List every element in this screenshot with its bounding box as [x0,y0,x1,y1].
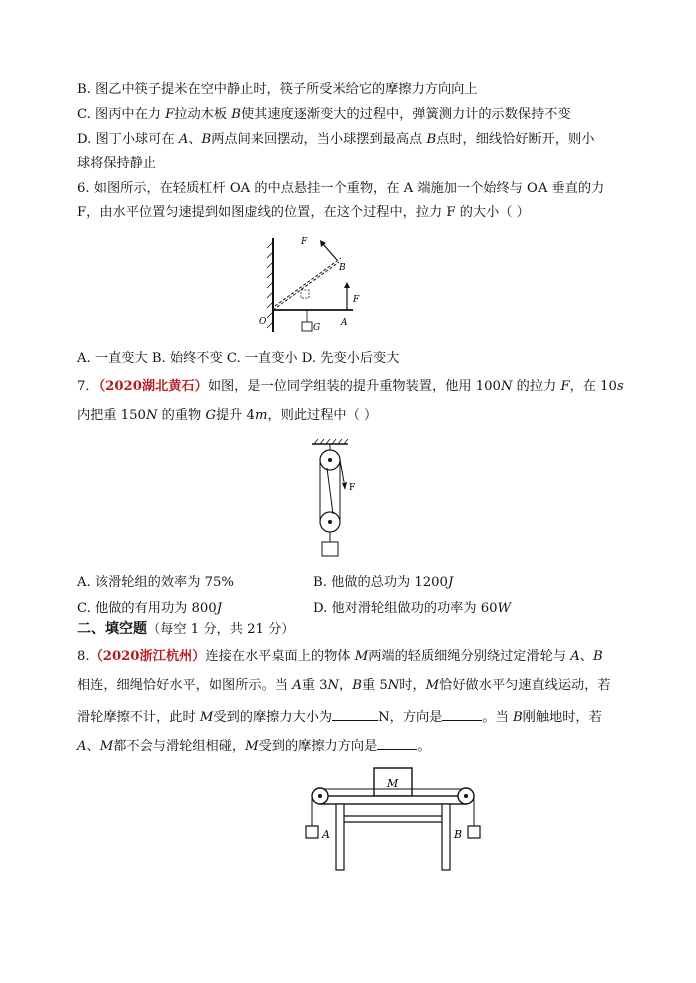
q8-label-M: M [387,777,399,790]
q8-blank-1[interactable] [332,706,378,721]
q6-label-F-right: F [353,295,360,305]
q8-stem-line1: 8.（2020浙江杭州）连接在水平桌面上的物体 M两端的轻质细绳分别绕过定滑轮与 A、B [77,649,603,664]
q8-blank-2[interactable] [442,706,482,721]
section-heading-fill-in: 二、填空题（每空 1 分，共 21 分） [77,621,295,637]
q8-table-figure [298,766,486,874]
q8-stem-line2: 相连，细绳恰好水平，如图所示。当 A重 3N，B重 5N时，M恰好做水平匀速直线运动，若 [77,678,611,693]
q6-stem-line1: 6. 如图所示，在轻质杠杆 OA 的中点悬挂一个重物，在 A 端施加一个始终与 OA 垂直的力 [77,181,605,196]
q7-pulley-figure [300,438,370,568]
q6-lever-figure [255,230,365,340]
q7-option-b: B. 他做的总功为 1200J [313,575,454,590]
option-d-prev-cont: 球将保持静止 [77,156,157,171]
q6-label-F-top: F [301,237,308,247]
q6-label-O: O [259,317,267,327]
q7-source: （2020湖北黄石） [98,379,208,394]
q7-option-c: C. 他做的有用功为 800J [77,601,222,616]
q8-label-B: B [454,828,463,841]
q7-option-d: D. 他对滑轮组做功的功率为 60W [313,601,512,616]
q6-label-G: G [313,323,321,333]
q7-label-F: F [349,483,356,493]
q6-stem-line2: F，由水平位置匀速提到如图虚线的位置，在这个过程中，拉力 F 的大小（ ） [77,205,530,220]
q8-stem-line4: A、M都不会与滑轮组相碰，M受到的摩擦力方向是 。 [77,735,431,756]
q7-stem-line1: 7．（2020湖北黄石）如图，是一位同学组装的提升重物装置，他用 100N 的拉力 F，在 10s [77,379,624,394]
q7-option-a: A. 该滑轮组的效率为 75% [77,575,234,590]
option-c-prev: C. 图丙中在力 F拉动木板 B使其速度逐渐变大的过程中，弹簧测力计的示数保持不变 [77,107,571,122]
option-b-prev: B. 图乙中筷子提米在空中静止时，筷子所受米给它的摩擦力方向向上 [77,82,478,97]
q7-stem-line2: 内把重 150N 的重物 G提升 4m，则此过程中（ ） [77,408,378,423]
q6-label-A: A [341,318,348,328]
q6-label-B: B [339,263,346,273]
option-d-prev: D. 图丁小球可在 A、B两点间来回摆动，当小球摆到最高点 B点时，细线恰好断开，则小 [77,132,595,147]
q8-blank-3[interactable] [377,735,417,750]
q6-options: A. 一直变大 B. 始终不变 C. 一直变小 D. 先变小后变大 [77,351,400,366]
q8-source: （2020浙江杭州） [89,649,206,664]
q8-stem-line3: 滑轮摩擦不计，此时 M受到的摩擦力大小为 N，方向是 。当 B刚触地时，若 [77,706,602,727]
q8-label-A: A [322,828,330,841]
